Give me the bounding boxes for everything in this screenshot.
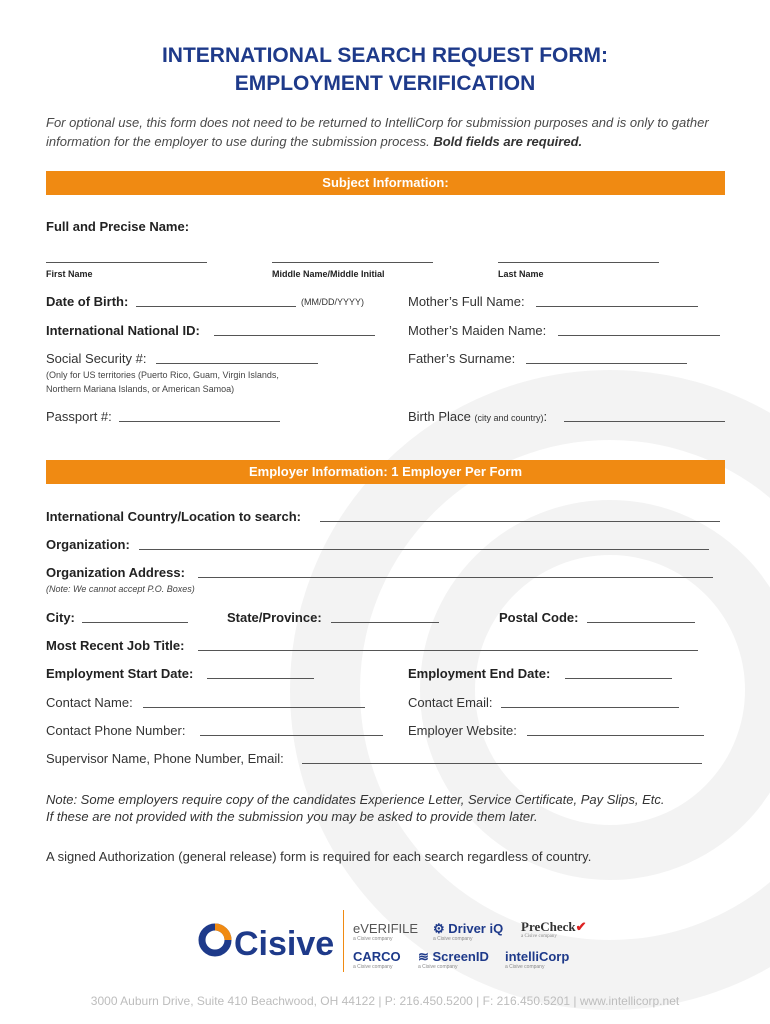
organization-field[interactable] (139, 549, 709, 550)
city-label: City: (46, 610, 75, 625)
subject-section-header: Subject Information: (46, 171, 725, 195)
birth-place-label: Birth Place (city and country): (408, 409, 548, 424)
dob-label: Date of Birth: (46, 294, 129, 309)
carco-logo: CARCO a Cisive company (353, 949, 401, 970)
org-address-label: Organization Address: (46, 565, 185, 580)
supervisor-label: Supervisor Name, Phone Number, Email: (46, 751, 284, 766)
organization-label: Organization: (46, 537, 130, 552)
form-title-line2: EMPLOYMENT VERIFICATION (234, 72, 536, 95)
end-date-label: Employment End Date: (408, 666, 551, 681)
ssn-field[interactable] (156, 363, 318, 364)
passport-label: Passport #: (46, 409, 112, 424)
contact-email-field[interactable] (501, 707, 679, 708)
passport-field[interactable] (119, 421, 280, 422)
first-name-field[interactable] (46, 262, 207, 263)
job-title-label: Most Recent Job Title: (46, 638, 185, 653)
job-title-field[interactable] (198, 650, 698, 651)
website-label: Employer Website: (408, 723, 517, 738)
end-date-field[interactable] (565, 678, 672, 679)
note-line2: If these are not provided with the submission you may be asked to provide them later. (46, 809, 538, 824)
ssn-label: Social Security #: (46, 351, 147, 366)
intellicorp-logo: intelliCorp a Cisive company (505, 949, 570, 970)
mother-maiden-field[interactable] (558, 335, 720, 336)
dob-format-hint: (MM/DD/YYYY) (301, 297, 364, 307)
first-name-label: First Name (46, 269, 93, 279)
contact-name-label: Contact Name: (46, 695, 133, 710)
last-name-field[interactable] (498, 262, 659, 263)
postal-code-field[interactable] (587, 622, 695, 623)
dob-field[interactable] (136, 306, 296, 307)
middle-name-label: Middle Name/Middle Initial (272, 269, 385, 279)
national-id-label: International National ID: (46, 323, 200, 338)
state-label: State/Province: (227, 610, 322, 625)
authorization-note: A signed Authorization (general release) form is required for each search regardless of country. (46, 849, 592, 864)
start-date-field[interactable] (207, 678, 314, 679)
start-date-label: Employment Start Date: (46, 666, 194, 681)
website-field[interactable] (527, 735, 704, 736)
ssn-note-line2: Northern Mariana Islands, or American Samoa) (46, 384, 235, 394)
screenid-logo: ≋ ScreenID a Cisive company (418, 949, 489, 970)
precheck-logo: PreCheck✔ a Cisive company (521, 919, 587, 939)
cisive-logo-icon (198, 923, 232, 957)
full-name-label: Full and Precise Name: (46, 219, 190, 234)
postal-code-label: Postal Code: (499, 610, 579, 625)
employer-section-header: Employer Information: 1 Employer Per Form (46, 460, 725, 484)
birth-place-field[interactable] (564, 421, 725, 422)
contact-name-field[interactable] (143, 707, 365, 708)
father-surname-field[interactable] (526, 363, 687, 364)
cisive-logo-text: Cisive (234, 925, 335, 963)
driveriq-logo: ⚙ Driver iQ a Cisive company (433, 921, 504, 942)
note-line1: Note: Some employers require copy of the candidates Experience Letter, Service Certificate, Pay Slips, Etc. (46, 792, 665, 807)
country-field[interactable] (320, 521, 720, 522)
intro-text: For optional use, this form does not need to be returned to IntelliCorp for submission purposes and is only to gather information for the employer to use during the submission process. Bold fields are required. (46, 115, 709, 149)
po-box-note: (Note: We cannot accept P.O. Boxes) (46, 584, 195, 594)
state-field[interactable] (331, 622, 439, 623)
middle-name-field[interactable] (272, 262, 433, 263)
last-name-label: Last Name (498, 269, 544, 279)
mother-maiden-label: Mother’s Maiden Name: (408, 323, 547, 338)
ssn-note-line1: (Only for US territories (Puerto Rico, Guam, Virgin Islands, (46, 370, 279, 380)
logo-divider (343, 910, 344, 972)
mother-full-name-field[interactable] (536, 306, 698, 307)
contact-phone-label: Contact Phone Number: (46, 723, 186, 738)
org-address-field[interactable] (198, 577, 713, 578)
national-id-field[interactable] (214, 335, 375, 336)
country-label: International Country/Location to search: (46, 509, 301, 524)
contact-email-label: Contact Email: (408, 695, 493, 710)
mother-full-name-label: Mother’s Full Name: (408, 294, 525, 309)
father-surname-label: Father’s Surname: (408, 351, 516, 366)
everifile-logo: eVERIFILE a Cisive company (353, 921, 419, 942)
supervisor-field[interactable] (302, 763, 702, 764)
footer-address: 3000 Auburn Drive, Suite 410 Beachwood, OH 44122 | P: 216.450.5200 | F: 216.450.5201 | www.intellicorp.net (90, 994, 680, 1008)
city-field[interactable] (82, 622, 188, 623)
contact-phone-field[interactable] (200, 735, 383, 736)
form-title-line1: INTERNATIONAL SEARCH REQUEST FORM: (161, 44, 609, 67)
